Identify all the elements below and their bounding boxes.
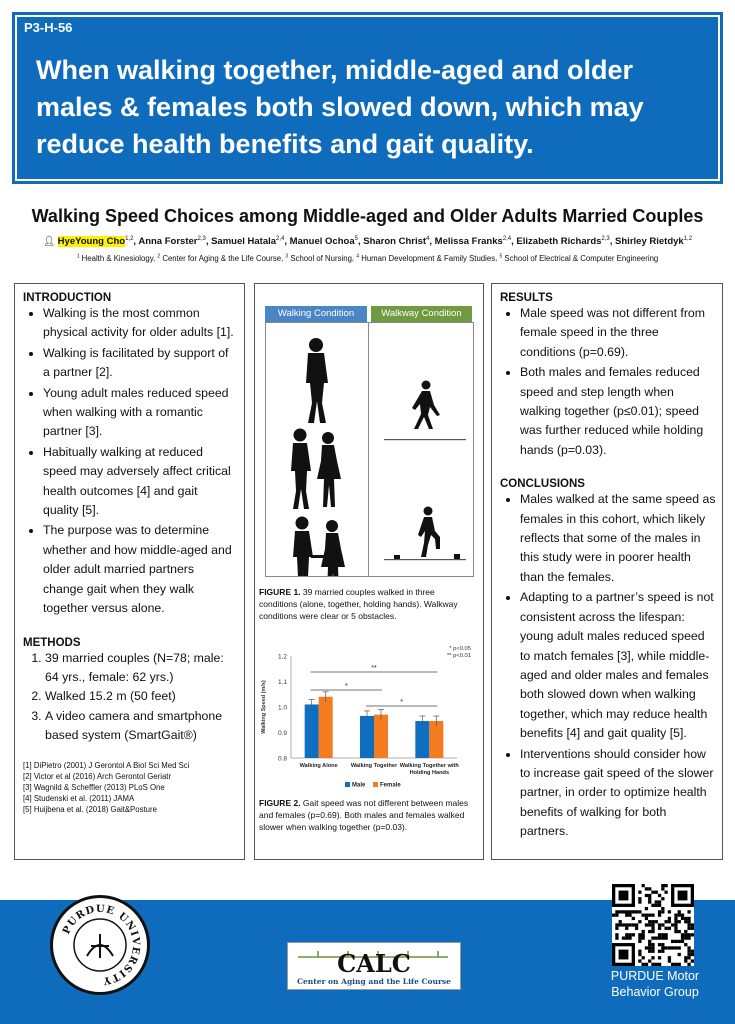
- qr-module: [622, 910, 625, 913]
- legend-label-female: Female: [380, 782, 401, 789]
- author-name: Anna Forster$^{2,3}$: [138, 236, 206, 248]
- qr-module: [687, 946, 690, 949]
- bar-female: [319, 697, 333, 758]
- qr-module: [638, 910, 641, 913]
- qr-module: [684, 917, 687, 920]
- qr-module: [678, 963, 681, 966]
- qr-module: [658, 956, 661, 959]
- qr-module: [661, 884, 664, 887]
- qr-module: [619, 923, 622, 926]
- qr-module: [648, 894, 651, 897]
- headline-panel: [12, 12, 723, 184]
- qr-module: [615, 923, 618, 926]
- qr-module: [638, 940, 641, 943]
- qr-module: [687, 927, 690, 930]
- x-tick-label: Holding Hands: [409, 770, 450, 776]
- qr-module: [645, 907, 648, 910]
- figure1-caption-text: 39 married couples walked in three conditions (alone, together, holding hands). Walkway conditions were clear or 5 obstacles.: [259, 587, 458, 621]
- calc-name: CALC: [337, 949, 411, 978]
- qr-module: [658, 910, 661, 913]
- qr-module: [645, 963, 648, 966]
- conclusions-list: [500, 490, 716, 841]
- qr-module: [687, 936, 690, 939]
- person-icon: 👤︎: [42, 236, 56, 248]
- qr-module: [674, 963, 677, 966]
- headline-text: When walking together, middle-aged and older males & females both slowed down, which may reduce health benefits and gait quality.: [36, 55, 644, 159]
- qr-module: [645, 946, 648, 949]
- qr-module: [674, 920, 677, 923]
- qr-module: [628, 936, 631, 939]
- figure1-frame: [265, 322, 474, 577]
- authors: HyeYoung Cho$^{1,2}$, Anna Forster$^{2,3}$, Samuel Hatala$^{2,4}$, Manuel Ochoa$^5$, Sharon Christ$^4$, Melissa Franks$^{2,4}$, Elizabeth Richards$^{2,3}$, Shirley Rietdyk$^{1,2}$: [57, 236, 693, 248]
- list-item: • Interventions should consider how to increase gait speed of the slower partner, in order to optimize health benefits of walking for both partners.: [520, 745, 716, 842]
- qr-module: [687, 910, 690, 913]
- qr-module: [615, 910, 618, 913]
- qr-module: [638, 891, 641, 894]
- qr-module: [658, 923, 661, 926]
- qr-module: [628, 910, 631, 913]
- list-item: • Walking is facilitated by support of a partner [2].: [43, 344, 236, 383]
- qr-module: [674, 927, 677, 930]
- qr-module: [638, 953, 641, 956]
- qr-module: [687, 917, 690, 920]
- qr-module: [664, 936, 667, 939]
- qr-module: [645, 894, 648, 897]
- qr-module: [638, 959, 641, 962]
- qr-module: [661, 950, 664, 953]
- conclusions-heading: CONCLUSIONS: [500, 478, 585, 491]
- qr-module: [651, 923, 654, 926]
- qr-module: [655, 920, 658, 923]
- qr-module: [651, 891, 654, 894]
- poster-title: Walking Speed Choices among Middle-aged and Older Adults Married Couples: [31, 206, 704, 226]
- qr-module: [661, 943, 664, 946]
- affiliation: $^2$ Center for Aging & the Life Course: [157, 253, 282, 263]
- qr-module: [615, 936, 618, 939]
- author-name: Manuel Ochoa$^5$: [289, 236, 358, 248]
- bar-male: [415, 721, 429, 758]
- qr-module: [674, 946, 677, 949]
- qr-module: [661, 907, 664, 910]
- walking-alone-silhouette: [306, 338, 328, 423]
- walkway-condition-header: Walkway Condition: [371, 306, 472, 322]
- walking-speed-chart: [257, 644, 477, 794]
- results-list: [500, 304, 716, 460]
- seal-text: PURDUE UNIVERSITY: [61, 903, 142, 987]
- right-column: [491, 283, 723, 860]
- qr-module: [691, 959, 694, 962]
- qr-module: [691, 933, 694, 936]
- qr-module: [678, 946, 681, 949]
- qr-module: [678, 930, 681, 933]
- qr-module: [658, 904, 661, 907]
- qr-module: [651, 927, 654, 930]
- qr-module: [628, 914, 631, 917]
- qr-module: [658, 927, 661, 930]
- qr-module: [661, 946, 664, 949]
- qr-module: [668, 959, 671, 962]
- significance-mark: *: [400, 699, 404, 706]
- qr-module: [648, 900, 651, 903]
- list-item: • Young adult males reduced speed when walking with a romantic partner [3].: [43, 384, 236, 442]
- figure1-caption: [259, 586, 475, 622]
- qr-module: [651, 963, 654, 966]
- qr-module: [664, 946, 667, 949]
- qr-module: [664, 884, 667, 887]
- qr-module: [655, 936, 658, 939]
- qr-module: [628, 933, 631, 936]
- holding-hands-silhouette: [293, 517, 345, 577]
- qr-module: [645, 917, 648, 920]
- qr-module: [635, 910, 638, 913]
- qr-module: [658, 943, 661, 946]
- list-item: • Habitually walking at reduced speed may adversely affect critical health outcomes [4] and gait quality [5].: [43, 443, 236, 521]
- qr-module: [632, 933, 635, 936]
- qr-module: [648, 950, 651, 953]
- qr-module: [615, 933, 618, 936]
- qr-module: [651, 936, 654, 939]
- qr-module: [648, 897, 651, 900]
- qr-module: [664, 891, 667, 894]
- list-item: 1. 39 married couples (N=78; male: 64 yrs., female: 62 yrs.): [45, 649, 236, 688]
- qr-module: [642, 933, 645, 936]
- figure1-illustration: [266, 323, 473, 576]
- list-item: • The purpose was to determine whether and how middle-aged and older adult married partners change gait when they walk together versus alone.: [43, 521, 236, 618]
- results-heading: RESULTS: [500, 292, 553, 304]
- headline-banner: [8, 8, 727, 188]
- qr-module: [642, 914, 645, 917]
- qr-module: [668, 920, 671, 923]
- qr-module: [638, 950, 641, 953]
- affiliations: $^1$ Health & Kinesiology, $^2$ Center for Aging & the Life Course, $^3$ School of Nursing, $^4$ Human Development & Family Studies, $^5$ School of Electrical & Computer Engineering: [76, 253, 659, 263]
- qr-module: [678, 920, 681, 923]
- qr-module: [642, 884, 645, 887]
- qr-finder: [678, 891, 688, 901]
- lab-name: PURDUE Motor Behavior Group: [610, 969, 700, 999]
- reference: [4] Studenski et al. (2011) JAMA: [23, 793, 135, 803]
- qr-module: [687, 963, 690, 966]
- y-axis-label: Walking Speed (m/s): [261, 680, 267, 734]
- qr-module: [674, 917, 677, 920]
- qr-module: [658, 963, 661, 966]
- qr-module: [645, 887, 648, 890]
- qr-module: [648, 914, 651, 917]
- y-tick-label: 1.1: [277, 679, 287, 686]
- clear-walkway: [384, 381, 466, 441]
- author-list: [0, 236, 735, 247]
- methods-list: [23, 649, 236, 746]
- author-name: HyeYoung Cho$^{1,2}$: [57, 236, 134, 248]
- qr-module: [684, 933, 687, 936]
- reference: [1] DiPietro (2001) J Gerontol A Biol Sci Med Sci: [23, 760, 190, 770]
- x-tick-label: Walking Alone: [299, 763, 338, 769]
- qr-module: [635, 923, 638, 926]
- list-item: • Walking is the most common physical activity for older adults [1].: [43, 304, 236, 343]
- figure2-caption-text: Gait speed was not different between males and females (p=0.69). Both males and females walked slower when walking together (p=0.03).: [259, 798, 469, 832]
- qr-module: [681, 940, 684, 943]
- figure2-label: FIGURE 2.: [259, 798, 301, 808]
- qr-module: [681, 917, 684, 920]
- qr-module: [664, 920, 667, 923]
- qr-module: [638, 920, 641, 923]
- qr-module: [658, 900, 661, 903]
- qr-module: [642, 963, 645, 966]
- qr-module: [687, 950, 690, 953]
- qr-module: [658, 933, 661, 936]
- author-name: Samuel Hatala$^{2,4}$: [211, 236, 285, 248]
- qr-module: [642, 930, 645, 933]
- qr-module: [642, 936, 645, 939]
- qr-module: [625, 933, 628, 936]
- left-column: [14, 283, 245, 860]
- qr-code[interactable]: [612, 884, 694, 966]
- qr-module: [658, 914, 661, 917]
- qr-module: [661, 887, 664, 890]
- qr-module: [638, 936, 641, 939]
- significance-legend: * p<0.05: [449, 646, 471, 652]
- qr-module: [678, 953, 681, 956]
- qr-module: [678, 940, 681, 943]
- qr-module: [655, 900, 658, 903]
- qr-module: [638, 933, 641, 936]
- qr-module: [648, 923, 651, 926]
- legend-swatch-male: [345, 782, 350, 787]
- qr-module: [625, 936, 628, 939]
- qr-module: [642, 956, 645, 959]
- affiliation: $^1$ Health & Kinesiology: [76, 253, 154, 263]
- qr-module: [625, 910, 628, 913]
- qr-module: [658, 936, 661, 939]
- qr-module: [668, 910, 671, 913]
- significance-legend: ** p<0.01: [446, 653, 471, 659]
- qr-module: [651, 930, 654, 933]
- qr-module: [661, 910, 664, 913]
- qr-module: [687, 933, 690, 936]
- qr-module: [658, 894, 661, 897]
- qr-module: [651, 946, 654, 949]
- qr-module: [645, 923, 648, 926]
- qr-module: [668, 946, 671, 949]
- purdue-university-seal: [50, 895, 150, 995]
- qr-module: [651, 914, 654, 917]
- qr-module: [691, 923, 694, 926]
- qr-module: [674, 923, 677, 926]
- qr-module: [674, 940, 677, 943]
- list-item: 2. Walked 15.2 m (50 feet): [45, 687, 236, 706]
- obstacle-walkway: [384, 507, 466, 561]
- qr-finder: [619, 950, 629, 960]
- author-name: Sharon Christ$^4$: [363, 236, 430, 248]
- walking-together-silhouette: [291, 429, 341, 510]
- legend-swatch-female: [373, 782, 378, 787]
- methods-heading: METHODS: [23, 636, 81, 649]
- poster-id: P3-H-56: [24, 20, 73, 35]
- qr-module: [691, 927, 694, 930]
- qr-module: [681, 914, 684, 917]
- qr-module: [684, 936, 687, 939]
- list-item: • Both males and females reduced speed and step length when walking together (p≤0.01); speed was further reduced while holding hands (p=0.03).: [520, 363, 716, 460]
- qr-module: [681, 936, 684, 939]
- qr-module: [655, 904, 658, 907]
- qr-module: [651, 950, 654, 953]
- qr-module: [632, 917, 635, 920]
- qr-module: [681, 933, 684, 936]
- qr-module: [668, 927, 671, 930]
- reference: [2] Victor et al (2016) Arch Gerontol Geriatr: [23, 771, 172, 781]
- qr-module: [651, 956, 654, 959]
- y-tick-label: 0.9: [277, 730, 287, 737]
- bar-female: [429, 721, 443, 758]
- qr-module: [687, 920, 690, 923]
- qr-module: [648, 940, 651, 943]
- affiliation: $^3$ School of Nursing: [285, 253, 352, 263]
- qr-module: [684, 930, 687, 933]
- legend-label-male: Male: [352, 782, 366, 789]
- seal-icon: [53, 898, 147, 992]
- list-item: • Males walked at the same speed as females in this cohort, which likely reflects that some of the males in this study were in poorer health than the females.: [520, 490, 716, 587]
- author-name: Shirley Rietdyk$^{1,2}$: [615, 236, 693, 248]
- list-item: 3. A video camera and smartphone based system (SmartGait®): [45, 707, 236, 746]
- qr-finder: [619, 891, 629, 901]
- calc-full-name: Center on Aging and the Life Course: [297, 977, 451, 986]
- qr-module: [661, 897, 664, 900]
- qr-code-icon: [612, 884, 694, 966]
- qr-module: [661, 923, 664, 926]
- y-tick-label: 1.2: [277, 653, 287, 661]
- qr-module: [661, 936, 664, 939]
- qr-module: [671, 946, 674, 949]
- qr-module: [648, 943, 651, 946]
- qr-module: [678, 910, 681, 913]
- qr-module: [622, 923, 625, 926]
- qr-module: [691, 953, 694, 956]
- qr-module: [619, 920, 622, 923]
- introduction-heading: INTRODUCTION: [23, 292, 112, 304]
- x-tick-label: Walking Together with: [399, 763, 459, 769]
- qr-module: [655, 963, 658, 966]
- figure2-caption: [259, 797, 477, 833]
- qr-module: [648, 920, 651, 923]
- qr-module: [632, 910, 635, 913]
- qr-module: [619, 910, 622, 913]
- figure1-label: FIGURE 1.: [259, 587, 301, 597]
- affiliation: $^4$ Human Development & Family Studies: [356, 253, 496, 263]
- qr-module: [684, 959, 687, 962]
- author-name: Melissa Franks$^{2,4}$: [434, 236, 512, 248]
- qr-module: [625, 927, 628, 930]
- qr-module: [648, 930, 651, 933]
- qr-module: [687, 953, 690, 956]
- qr-module: [638, 897, 641, 900]
- qr-module: [638, 900, 641, 903]
- qr-module: [615, 914, 618, 917]
- qr-module: [648, 887, 651, 890]
- qr-module: [651, 943, 654, 946]
- qr-module: [684, 943, 687, 946]
- introduction-list: [23, 304, 236, 619]
- qr-module: [664, 933, 667, 936]
- bar-female: [374, 715, 388, 758]
- qr-module: [664, 927, 667, 930]
- y-tick-label: 1.0: [277, 704, 287, 712]
- qr-module: [674, 914, 677, 917]
- y-tick-label: 0.8: [277, 755, 287, 763]
- affiliation: $^5$ School of Electrical & Computer Engineering: [499, 253, 659, 263]
- qr-module: [671, 963, 674, 966]
- list-item: • Male speed was not different from female speed in the three conditions (p=0.69).: [520, 304, 716, 362]
- qr-module: [651, 904, 654, 907]
- qr-module: [671, 940, 674, 943]
- qr-module: [691, 950, 694, 953]
- walking-condition-header: Walking Condition: [265, 306, 367, 322]
- qr-module: [655, 891, 658, 894]
- figure-column: [254, 283, 484, 860]
- qr-module: [651, 920, 654, 923]
- qr-module: [635, 927, 638, 930]
- qr-module: [628, 923, 631, 926]
- qr-module: [645, 914, 648, 917]
- significance-mark: **: [371, 665, 377, 672]
- qr-module: [625, 923, 628, 926]
- qr-module: [684, 920, 687, 923]
- qr-module: [648, 959, 651, 962]
- qr-module: [658, 950, 661, 953]
- qr-module: [687, 956, 690, 959]
- list-item: • Adapting to a partner’s speed is not consistent across the lifespan: young adult males reduced speed to match females [3], while middle-aged and older males and females both slowed down when walking together, which may reduce health benefits [4] and gait quality [5].: [520, 588, 716, 743]
- author-name: Elizabeth Richards$^{2,3}$: [516, 236, 610, 248]
- qr-module: [668, 956, 671, 959]
- qr-module: [671, 923, 674, 926]
- qr-module: [684, 956, 687, 959]
- references: [23, 760, 236, 815]
- qr-module: [668, 917, 671, 920]
- calc-logo: [287, 942, 461, 990]
- qr-module: [632, 923, 635, 926]
- qr-module: [615, 927, 618, 930]
- qr-module: [625, 914, 628, 917]
- reference: [3] Wagnild & Scheffler (2013) PLoS One: [23, 782, 165, 792]
- qr-module: [648, 946, 651, 949]
- qr-module: [612, 914, 615, 917]
- bar-male: [360, 716, 374, 758]
- significance-mark: *: [344, 683, 348, 690]
- qr-module: [661, 933, 664, 936]
- qr-module: [678, 914, 681, 917]
- x-tick-label: Walking Together: [350, 763, 398, 769]
- qr-module: [687, 923, 690, 926]
- qr-module: [674, 930, 677, 933]
- reference: [5] Huijbena et al. (2018) Gait&Posture: [23, 804, 157, 814]
- bar-male: [305, 704, 319, 758]
- qr-module: [622, 936, 625, 939]
